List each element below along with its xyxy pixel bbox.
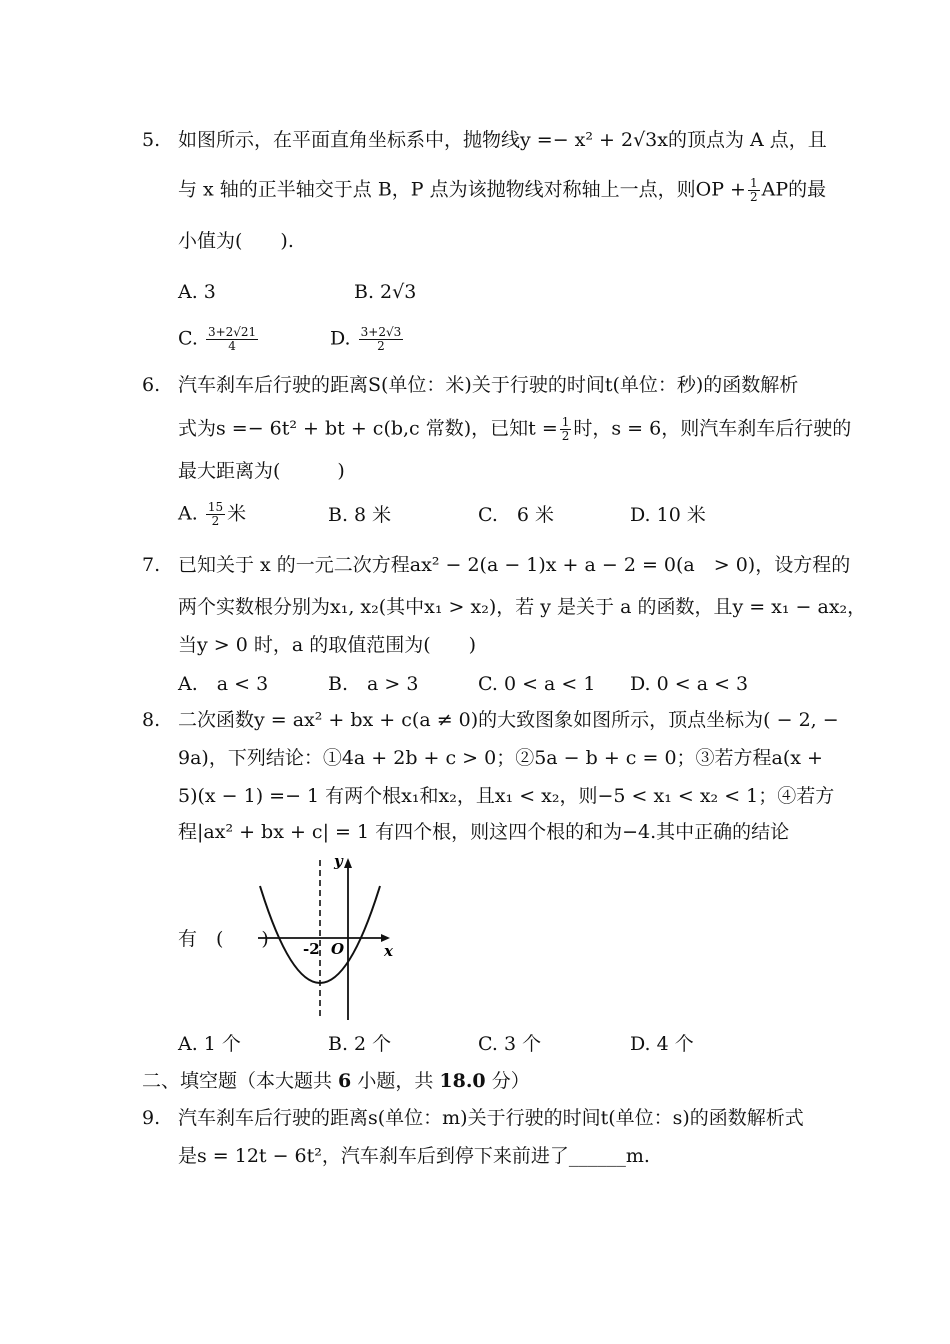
q8-x-label: x bbox=[384, 942, 393, 960]
q5-option-d-label: D. bbox=[330, 327, 351, 350]
q7-option-a: A. a < 3 bbox=[178, 673, 269, 695]
q8-option-b: B. 2 个 bbox=[328, 1033, 392, 1055]
q6-number: 6. bbox=[142, 374, 161, 396]
q7-number: 7. bbox=[142, 554, 161, 576]
q5-option-d-num: 3+2√3 bbox=[360, 325, 402, 339]
q7-line-3: 当y > 0 时，a 的取值范围为( ) bbox=[178, 634, 477, 656]
q6-option-a-num: 15 bbox=[207, 500, 224, 514]
section-2-heading-mid: 小题，共 bbox=[351, 1070, 440, 1092]
q8-option-c: C. 3 个 bbox=[478, 1033, 542, 1055]
q8-option-d: D. 4 个 bbox=[630, 1033, 694, 1055]
q6-option-b: B. 8 米 bbox=[328, 504, 392, 526]
q5-line-3: 小值为( ). bbox=[178, 230, 294, 252]
q5-fraction-half bbox=[748, 177, 760, 204]
q5-option-c-label: C. bbox=[178, 327, 198, 350]
q8-y-axis-arrow bbox=[344, 858, 352, 868]
q6-line-2-text-a: 式为s =− 6t² + bt + c(b,c 常数)，已知t = bbox=[178, 417, 558, 440]
q5-option-c-den: 4 bbox=[228, 339, 236, 353]
q8-line-5: 有 ( ) bbox=[178, 928, 269, 950]
section-2-count: 6 bbox=[338, 1070, 352, 1092]
q9-line-1: 汽车刹车后行驶的距离s(单位：m)关于行驶的时间t(单位：s)的函数解析式 bbox=[178, 1107, 804, 1129]
q7-option-b: B. a > 3 bbox=[328, 673, 419, 695]
q8-y-label: y bbox=[334, 852, 343, 870]
q8-tick-label: -2 bbox=[303, 940, 320, 958]
q9-line-2: 是s = 12t − 6t²，汽车刹车后到停下来前进了______m. bbox=[178, 1145, 650, 1167]
q5-option-c-num: 3+2√21 bbox=[207, 325, 257, 339]
section-2-score: 18.0 bbox=[439, 1070, 486, 1092]
q8-x-axis-arrow bbox=[381, 934, 390, 942]
q5-frac-bottom: 2 bbox=[749, 190, 758, 204]
q8-line-4: 程|ax² + bx + c| = 1 有四个根，则这四个根的和为−4.其中正确的结论 bbox=[178, 821, 790, 843]
section-2-heading bbox=[142, 1069, 530, 1093]
q8-line-3: 5)(x − 1) =− 1 有两个根x₁和x₂，且x₁ < x₂，则−5 < x₁ < x₂ < 1；④若方 bbox=[178, 785, 835, 807]
q9-number: 9. bbox=[142, 1107, 161, 1129]
q6-option-c: C. 6 米 bbox=[478, 504, 555, 526]
q5-line-2-text-a: 与 x 轴的正半轴交于点 B，P 点为该抛物线对称轴上一点，则OP + bbox=[178, 178, 746, 201]
q6-option-a-den: 2 bbox=[211, 514, 220, 528]
q5-line-2-text-b: AP的最 bbox=[761, 178, 827, 201]
section-2-heading-post: 分） bbox=[485, 1070, 530, 1092]
q6-fraction-half bbox=[560, 416, 572, 443]
q8-line-2: 9a)，下列结论：①4a + 2b + c > 0；②5a − b + c = 0；③若方程a(x + bbox=[178, 747, 823, 769]
q5-option-d bbox=[330, 326, 405, 353]
q7-line-1: 已知关于 x 的一元二次方程ax² − 2(a − 1)x + a − 2 = 0(a > 0)，设方程的 bbox=[178, 554, 851, 576]
q5-option-c-fraction bbox=[206, 326, 258, 353]
q6-option-a-fraction bbox=[206, 501, 225, 528]
q8-number: 8. bbox=[142, 709, 161, 731]
q8-line-1: 二次函数y = ax² + bx + c(a ≠ 0)的大致图象如图所示，顶点坐标为( − 2, − bbox=[178, 709, 839, 731]
q6-option-a-label: A. bbox=[178, 502, 198, 525]
q8-option-a: A. 1 个 bbox=[178, 1033, 241, 1055]
q6-option-d: D. 10 米 bbox=[630, 504, 706, 526]
q5-option-d-den: 2 bbox=[377, 339, 385, 353]
q6-frac-top: 1 bbox=[561, 415, 570, 429]
q6-option-a bbox=[178, 501, 246, 528]
q5-number: 5. bbox=[142, 129, 161, 151]
q6-frac-bottom: 2 bbox=[561, 429, 570, 443]
q5-option-a: A. 3 bbox=[178, 281, 216, 303]
q6-option-a-unit: 米 bbox=[227, 502, 247, 525]
section-2-heading-pre: 二、填空题（本大题共 bbox=[142, 1070, 339, 1092]
q5-option-c bbox=[178, 326, 260, 353]
q5-option-d-fraction bbox=[359, 326, 404, 353]
q7-line-2: 两个实数根分别为x₁, x₂(其中x₁ > x₂)，若 y 是关于 a 的函数，且y = x₁ − ax₂， bbox=[178, 596, 867, 618]
q8-parabola-graph bbox=[250, 852, 410, 1030]
q7-option-c: C. 0 < a < 1 bbox=[478, 673, 596, 695]
q5-frac-top: 1 bbox=[749, 176, 758, 190]
q6-line-3: 最大距离为( ) bbox=[178, 460, 345, 482]
q8-origin-label: O bbox=[331, 940, 345, 958]
q5-line-2 bbox=[178, 177, 826, 204]
q6-line-2-text-b: 时，s = 6，则汽车刹车后行驶的 bbox=[573, 417, 852, 440]
q6-line-1: 汽车刹车后行驶的距离S(单位：米)关于行驶的时间t(单位：秒)的函数解析 bbox=[178, 374, 799, 396]
q5-line-1: 如图所示，在平面直角坐标系中，抛物线y =− x² + 2√3x的顶点为 A 点，且 bbox=[178, 129, 827, 151]
q7-option-d: D. 0 < a < 3 bbox=[630, 673, 749, 695]
q5-option-b: B. 2√3 bbox=[354, 281, 417, 303]
q6-line-2 bbox=[178, 416, 851, 443]
